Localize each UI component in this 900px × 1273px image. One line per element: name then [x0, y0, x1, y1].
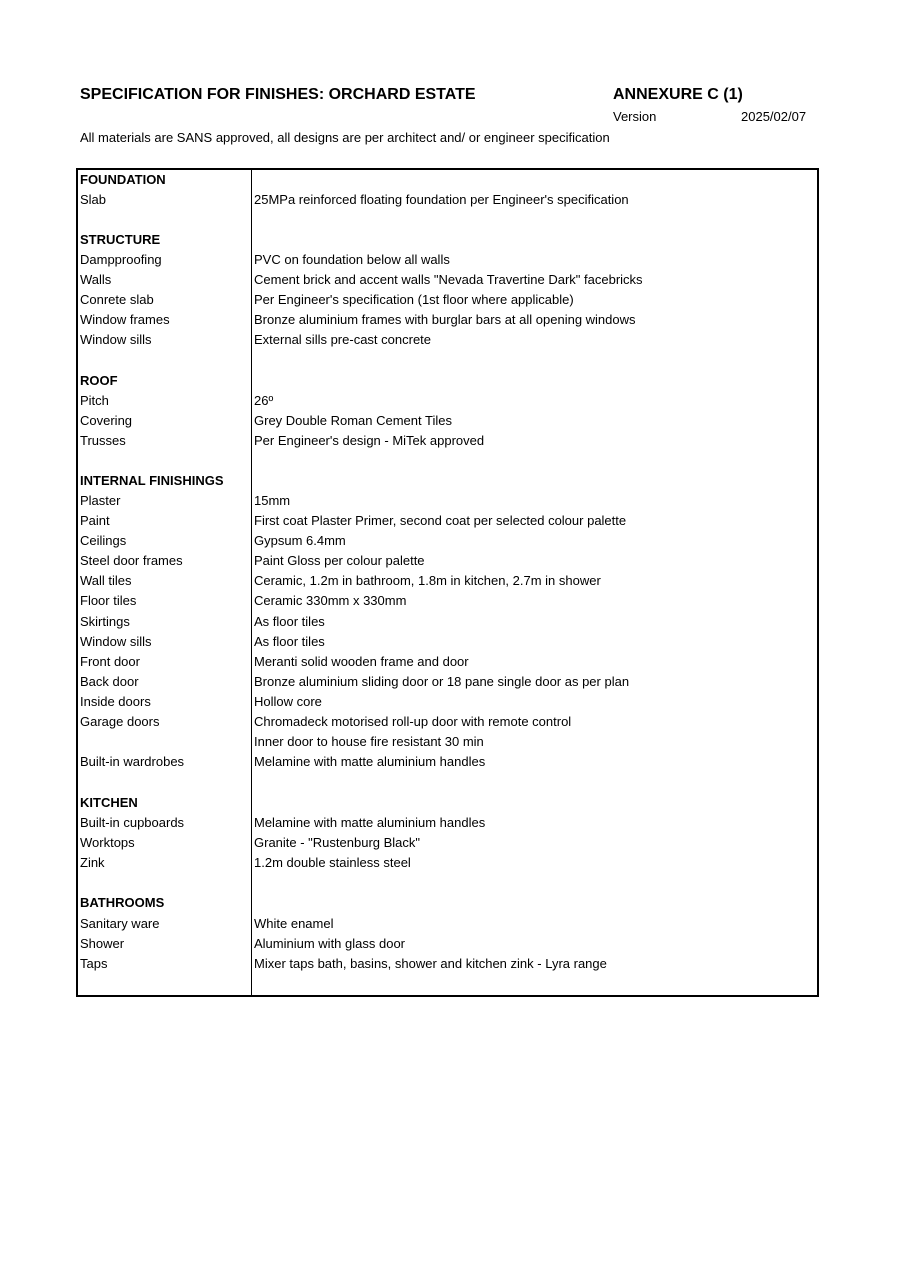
- table-row: [78, 833, 817, 853]
- table-row: [78, 190, 817, 210]
- row-label: Built-in wardrobes: [80, 754, 185, 769]
- row-label: Window sills: [80, 332, 152, 347]
- version-label: Version: [613, 109, 657, 124]
- row-value: Gypsum 6.4mm: [254, 533, 346, 548]
- table-row: [78, 571, 817, 591]
- table-row: [78, 672, 817, 692]
- row-value: Mixer taps bath, basins, shower and kitchen zink - Lyra range: [254, 956, 607, 971]
- row-value: PVC on foundation below all walls: [254, 252, 450, 267]
- row-label: INTERNAL FINISHINGS: [80, 473, 224, 488]
- row-label: Zink: [80, 855, 105, 870]
- row-value: 15mm: [254, 493, 291, 508]
- table-row: [78, 431, 817, 451]
- section-row-kitchen: [78, 793, 817, 813]
- page-title: SPECIFICATION FOR FINISHES: ORCHARD ESTATE: [80, 86, 476, 103]
- row-label: Plaster: [80, 493, 121, 508]
- table-row: [78, 752, 817, 772]
- row-label: Sanitary ware: [80, 916, 160, 931]
- section-row-roof: [78, 371, 817, 391]
- section-row-bathrooms: [78, 893, 817, 913]
- row-value: As floor tiles: [254, 634, 325, 649]
- row-value: Hollow core: [254, 694, 322, 709]
- row-value: Paint Gloss per colour palette: [254, 553, 425, 568]
- row-label: FOUNDATION: [80, 172, 166, 187]
- table-row: [78, 290, 817, 310]
- row-value: First coat Plaster Primer, second coat per selected colour palette: [254, 513, 627, 528]
- table-row: [78, 411, 817, 431]
- table-row: [78, 612, 817, 632]
- section-row-foundation: [78, 170, 817, 190]
- row-label: Pitch: [80, 393, 109, 408]
- spec-table: [76, 168, 819, 997]
- row-value: Inner door to house fire resistant 30 min: [254, 734, 484, 749]
- row-value: White enamel: [254, 916, 334, 931]
- row-value: Granite - "Rustenburg Black": [254, 835, 421, 850]
- row-value: External sills pre-cast concrete: [254, 332, 432, 347]
- table-row: [78, 632, 817, 652]
- section-row-internal-finishings: [78, 471, 817, 491]
- row-label: Window frames: [80, 312, 170, 327]
- row-label: Back door: [80, 674, 139, 689]
- row-value: Per Engineer's specification (1st floor where applicable): [254, 292, 574, 307]
- table-row: [78, 491, 817, 511]
- row-value: Chromadeck motorised roll-up door with remote control: [254, 714, 572, 729]
- row-label: Window sills: [80, 634, 152, 649]
- table-row: [78, 652, 817, 672]
- row-value: 26º: [254, 393, 274, 408]
- row-value: 1.2m double stainless steel: [254, 855, 411, 870]
- row-label: Ceilings: [80, 533, 127, 548]
- row-label: Trusses: [80, 433, 126, 448]
- row-value: 25MPa reinforced floating foundation per Engineer's specification: [254, 192, 629, 207]
- row-label: Paint: [80, 513, 110, 528]
- table-row: [78, 591, 817, 611]
- row-label: KITCHEN: [80, 795, 138, 810]
- row-label: Built-in cupboards: [80, 815, 185, 830]
- table-row: [78, 954, 817, 974]
- table-row: [78, 853, 817, 873]
- row-label: STRUCTURE: [80, 232, 161, 247]
- row-value: Melamine with matte aluminium handles: [254, 815, 486, 830]
- row-label: Skirtings: [80, 614, 130, 629]
- row-value: Ceramic, 1.2m in bathroom, 1.8m in kitchen, 2.7m in shower: [254, 573, 601, 588]
- row-label: Conrete slab: [80, 292, 154, 307]
- table-row: [78, 712, 817, 732]
- row-label: Garage doors: [80, 714, 160, 729]
- row-label: Shower: [80, 936, 125, 951]
- row-value: Per Engineer's design - MiTek approved: [254, 433, 485, 448]
- row-label: Front door: [80, 654, 140, 669]
- row-label: ROOF: [80, 373, 118, 388]
- row-value: Bronze aluminium sliding door or 18 pane single door as per plan: [254, 674, 630, 689]
- table-row: [78, 551, 817, 571]
- row-label: Steel door frames: [80, 553, 183, 568]
- table-row: [78, 813, 817, 833]
- table-row: [78, 511, 817, 531]
- row-label: BATHROOMS: [80, 895, 165, 910]
- row-value: As floor tiles: [254, 614, 325, 629]
- row-value: Melamine with matte aluminium handles: [254, 754, 486, 769]
- annexure-label: ANNEXURE C (1): [613, 86, 743, 103]
- section-row-structure: [78, 230, 817, 250]
- table-row: [78, 531, 817, 551]
- table-row: [78, 391, 817, 411]
- table-row: [78, 310, 817, 330]
- row-label: Taps: [80, 956, 108, 971]
- row-value: Bronze aluminium frames with burglar bars at all opening windows: [254, 312, 636, 327]
- subtitle: All materials are SANS approved, all designs are per architect and/ or engineer specification: [80, 130, 610, 145]
- row-label: Floor tiles: [80, 593, 137, 608]
- table-row: [78, 330, 817, 350]
- version-date: 2025/02/07: [741, 109, 807, 124]
- row-value: Meranti solid wooden frame and door: [254, 654, 469, 669]
- table-row: [78, 934, 817, 954]
- row-label: Slab: [80, 192, 107, 207]
- table-row: [78, 250, 817, 270]
- row-value: Ceramic 330mm x 330mm: [254, 593, 407, 608]
- table-row: [78, 732, 817, 752]
- row-label: Inside doors: [80, 694, 151, 709]
- row-label: Dampproofing: [80, 252, 162, 267]
- row-value: Grey Double Roman Cement Tiles: [254, 413, 452, 428]
- row-label: Worktops: [80, 835, 135, 850]
- row-value: Aluminium with glass door: [254, 936, 406, 951]
- table-row: [78, 270, 817, 290]
- row-label: Wall tiles: [80, 573, 132, 588]
- row-label: Covering: [80, 413, 133, 428]
- table-row: [78, 692, 817, 712]
- row-label: Walls: [80, 272, 112, 287]
- table-row: [78, 914, 817, 934]
- row-value: Cement brick and accent walls "Nevada Travertine Dark" facebricks: [254, 272, 643, 287]
